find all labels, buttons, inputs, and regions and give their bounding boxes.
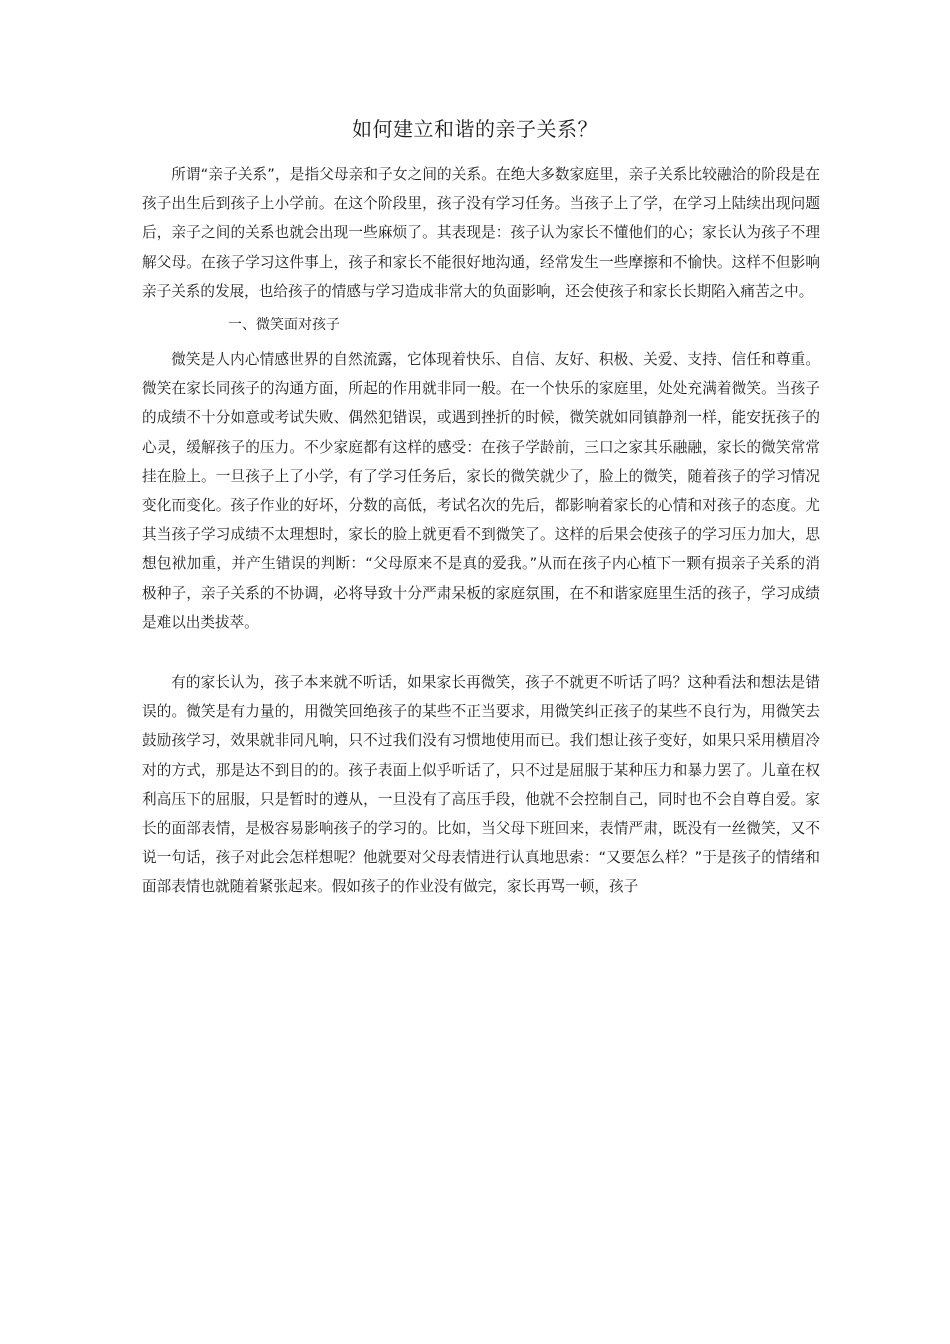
paragraph-parent-views: 有的家长认为，孩子本来就不听话，如果家长再微笑，孩子不就更不听话了吗？这种看法和想法是错误的。微笑是有力量的，用微笑回绝孩子的某些不正当要求，用微笑纠正孩子的某些不良行为，用微笑去鼓励孩学习，效果就非同凡响，只不过我们没有习惯地使用而已。我们想让孩子变好，如果只采用横眉冷对的方式，那是达不到目的的。孩子表面上似乎听话了，只不过是屈服于某种压力和暴力罢了。儿童在权利高压下的屈服，只是暂时的遵从，一旦没有了高压手段，他就不会控制自己，同时也不会自尊自爱。家长的面部表情，是极容易影响孩子的学习的。比如，当父母下班回来，表情严肃，既没有一丝微笑，又不说一句话，孩子对此会怎样想呢？他就要对父母表情进行认真地思索：“又要怎么样？”于是孩子的情绪和面部表情也就随着紧张起来。假如孩子的作业没有做完，家长再骂一顿，孩子 <box>142 674 820 896</box>
document-title: 如何建立和谐的亲子关系？ <box>352 117 598 141</box>
paragraph-smile-role: 微笑是人内心情感世界的自然流露，它体现着快乐、自信、友好、积极、关爱、支持、信任和尊重。微笑在家长同孩子的沟通方面，所起的作用就非同一般。在一个快乐的家庭里，处处充满着微笑。当孩子的成绩不十分如意或考试失败、偶然犯错误，或遇到挫折的时候，微笑就如同镇静剂一样，能安抚孩子的心灵，缓解孩子的压力。不少家庭都有这样的感受：在孩子学龄前，三口之家其乐融融，家长的微笑常常挂在脸上。一旦孩子上了小学，有了学习任务后，家长的微笑就少了，脸上的微笑，随着孩子的学习情况变化而变化。孩子作业的好坏，分数的高低，考试名次的先后，都影响着家长的心情和对孩子的态度。尤其当孩子学习成绩不太理想时，家长的脸上就更看不到微笑了。这样的后果会使孩子的学习压力加大，思想包袱加重，并产生错误的判断：“父母原来不是真的爱我。”从而在孩子内心植下一颗有损亲子关系的消极种子，亲子关系的不协调，必将导致十分严肃呆板的家庭氛围，在不和谐家庭里生活的孩子，学习成绩是难以出类拔萃。 <box>142 351 820 631</box>
paragraph-intro: 所谓“亲子关系”，是指父母亲和子女之间的关系。在绝大多数家庭里，亲子关系比较融洽的阶段是在孩子出生后到孩子上小学前。在这个阶段里，孩子没有学习任务。当孩子上了学，在学习上陆续出现问题后，亲子之间的关系也就会出现一些麻烦了。其表现是：孩子认为家长不懂他们的心；家长认为孩子不理解父母。在孩子学习这件事上，孩子和家长不能很好地沟通，经常发生一些摩擦和不愉快。这样不但影响亲子关系的发展，也给孩子的情感与学习造成非常大的负面影响，还会使孩子和家长长期陷入痛苦之中。 <box>142 166 820 300</box>
document-body <box>142 160 820 902</box>
paragraph-spacer <box>142 637 820 668</box>
section-heading-smile: 一、微笑面对孩子 <box>228 317 340 334</box>
